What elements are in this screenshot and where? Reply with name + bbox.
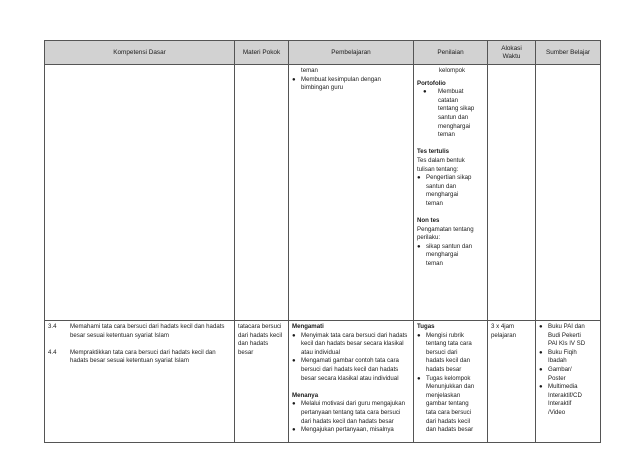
- text-line: Mengamati gambar contoh tata cara: [301, 357, 399, 365]
- text-line: menjelaskan: [426, 391, 461, 399]
- header-materi-pokok: Materi Pokok: [235, 41, 289, 65]
- kd-item: [48, 323, 231, 340]
- table-row: [45, 321, 601, 443]
- text-line: Buku PAI dan: [548, 323, 585, 330]
- text-line: Membuat: [438, 88, 464, 96]
- kd-code: 3.4: [48, 323, 57, 330]
- text-line: Mempraktikkan tata cara bersuci dari hadats kecil dan: [70, 348, 216, 356]
- text-line: Menunjukkan dan: [426, 383, 475, 391]
- text-line: Interaktif: [548, 400, 572, 408]
- text-line: Menyimak tata cara bersuci dari hadats: [301, 331, 408, 339]
- text-line: Melalui motivasi dari guru mengajukan: [301, 400, 405, 408]
- text-line: hadats kecil dan: [426, 357, 471, 365]
- text-line: menghargai: [426, 251, 459, 259]
- text-line: bersuci dari hadats kecil dan hadats: [301, 365, 399, 373]
- text-line: Gambar/: [548, 365, 572, 373]
- cell-pembelajaran: [289, 321, 414, 443]
- section-title-mengamati: Mengamati: [292, 323, 324, 330]
- text-line: menghargai: [426, 191, 459, 199]
- kd-item: [48, 349, 231, 366]
- text-line: Mengajukan pertanyaan, misalnya: [301, 426, 394, 434]
- bullet-icon: ●: [423, 89, 427, 96]
- text-line: dari hadats kecil dan hadats besar: [301, 417, 394, 425]
- bullet-icon: ●: [417, 175, 421, 182]
- cell-penilaian: [414, 65, 488, 321]
- table-row: [45, 65, 601, 321]
- text-line: Interaktif/CD: [548, 391, 582, 399]
- text-line: Multimedia: [548, 383, 578, 391]
- text-line: Buku Fiqih: [548, 348, 577, 356]
- text-line: tulisan tentang:: [417, 165, 459, 173]
- text-line: santun dan: [438, 113, 469, 121]
- cell-materi-pokok: [235, 321, 289, 443]
- bullet-icon: ●: [292, 332, 296, 339]
- bullet-icon: ●: [292, 76, 296, 83]
- text-line: tata cara bersuci: [426, 408, 472, 416]
- text-line: PAI Kls IV SD: [548, 340, 586, 348]
- syllabus-table: [44, 40, 601, 443]
- cell-sumber-belajar: [536, 321, 601, 443]
- section-title-tugas: Tugas: [417, 323, 435, 330]
- text-line: dan hadats besar: [238, 340, 269, 356]
- bullet-icon: ●: [539, 384, 543, 391]
- text-line: catatan: [438, 96, 458, 104]
- list-item: [417, 243, 484, 269]
- list-item: [292, 76, 410, 93]
- cell-alokasi-waktu: [488, 321, 536, 443]
- header-kompetensi-dasar: Kompetensi Dasar: [45, 41, 235, 65]
- bullet-icon: ●: [539, 366, 543, 373]
- text-line: gambar tentang: [426, 400, 469, 408]
- bullet-icon: ●: [417, 243, 421, 250]
- text-line: Budi Pekerti: [548, 331, 581, 339]
- text-line: dari hadats kecil: [426, 417, 471, 425]
- header-sumber-belajar: Sumber Belajar: [536, 41, 601, 65]
- text-line: teman: [438, 131, 455, 139]
- bullet-icon: ●: [292, 401, 296, 408]
- text-line: besar secara klasikal atau individual: [301, 374, 399, 382]
- text-line: Pengamatan tentang: [417, 225, 474, 233]
- text-line: teman: [301, 67, 318, 74]
- text-line: kelompok: [439, 67, 466, 74]
- text-line: Tes dalam bentuk: [417, 156, 465, 164]
- list-item: [292, 426, 410, 435]
- section-title-tes-tertulis: Tes tertulis: [417, 148, 450, 156]
- header-alokasi-waktu: Alokasi Waktu: [488, 41, 536, 65]
- text-line: 3 x 4jam: [491, 323, 515, 330]
- list-item: [539, 349, 597, 366]
- text-line: sikap santun dan: [426, 242, 473, 250]
- text-line: hadats besar sesuai ketentuan syariat Islam: [70, 357, 189, 365]
- bullet-icon: ●: [292, 358, 296, 365]
- list-item: [417, 375, 484, 435]
- text-line: Ibadah: [548, 357, 567, 365]
- cell-alokasi-waktu: [488, 65, 536, 321]
- text-line: perilaku:: [417, 234, 441, 242]
- text-line: pertanyaan tentang tata cara bersuci: [301, 408, 401, 416]
- text-line: dari hadats kecil: [238, 331, 283, 339]
- cell-sumber-belajar: [536, 65, 601, 321]
- cell-kompetensi-dasar: [45, 321, 235, 443]
- text-line: bersuci dari: [426, 348, 458, 356]
- text-line: kecil dan hadats besar secara klasikal: [301, 340, 404, 348]
- text-line: hadats besar: [426, 365, 462, 373]
- bullet-icon: ●: [539, 349, 543, 356]
- kd-code: 4.4: [48, 348, 57, 356]
- text-line: menghargai: [438, 122, 471, 130]
- header-penilaian: Penilaian: [414, 41, 488, 65]
- list-item: [417, 174, 484, 208]
- cell-pembelajaran: [289, 65, 414, 321]
- list-item: [539, 323, 597, 349]
- text-line: santun dan: [426, 182, 457, 190]
- text-line: tentang sikap: [438, 105, 475, 113]
- bullet-icon: ●: [417, 332, 421, 339]
- text-line: Tugas kelompok: [426, 374, 471, 382]
- list-item: [292, 332, 410, 358]
- list-item: [292, 400, 410, 426]
- bullet-icon: ●: [539, 324, 543, 330]
- text-line: dan hadats besar: [426, 426, 474, 434]
- text-line: Pengertian sikap: [426, 174, 472, 182]
- cell-kompetensi-dasar: [45, 65, 235, 321]
- list-item: [417, 88, 484, 140]
- text-line: /Video: [548, 408, 566, 416]
- section-title-portofolio: Portofolio: [417, 79, 446, 87]
- text-line: tatacara bersuci: [238, 323, 282, 330]
- list-item: [417, 332, 484, 375]
- text-line: Memahami tata cara bersuci dari hadats kecil dan hadats: [70, 323, 225, 330]
- text-line: Mengisi rubrik: [426, 331, 464, 339]
- bullet-icon: ●: [292, 427, 296, 434]
- text-line: atau individual: [301, 348, 340, 356]
- section-title-menanya: Menanya: [292, 391, 319, 399]
- text-line: Poster: [548, 374, 566, 382]
- text-line: Membuat kesimpulan dengan: [301, 75, 381, 83]
- header-pembelajaran: Pembelajaran: [289, 41, 414, 65]
- text-line: teman: [426, 199, 443, 207]
- cell-materi-pokok: [235, 65, 289, 321]
- list-item: [539, 383, 597, 417]
- bullet-icon: ●: [417, 375, 421, 382]
- table-header-row: [45, 41, 601, 65]
- text-line: bimbingan guru: [301, 84, 344, 92]
- text-line: besar sesuai ketentuan syariat Islam: [70, 331, 169, 339]
- text-line: tentang tata cara: [426, 340, 472, 348]
- list-item: [292, 357, 410, 383]
- text-line: pelajaran: [491, 331, 517, 339]
- list-item: [539, 366, 597, 383]
- section-title-non-tes: Non tes: [417, 217, 440, 225]
- text-line: teman: [426, 260, 443, 268]
- cell-penilaian: [414, 321, 488, 443]
